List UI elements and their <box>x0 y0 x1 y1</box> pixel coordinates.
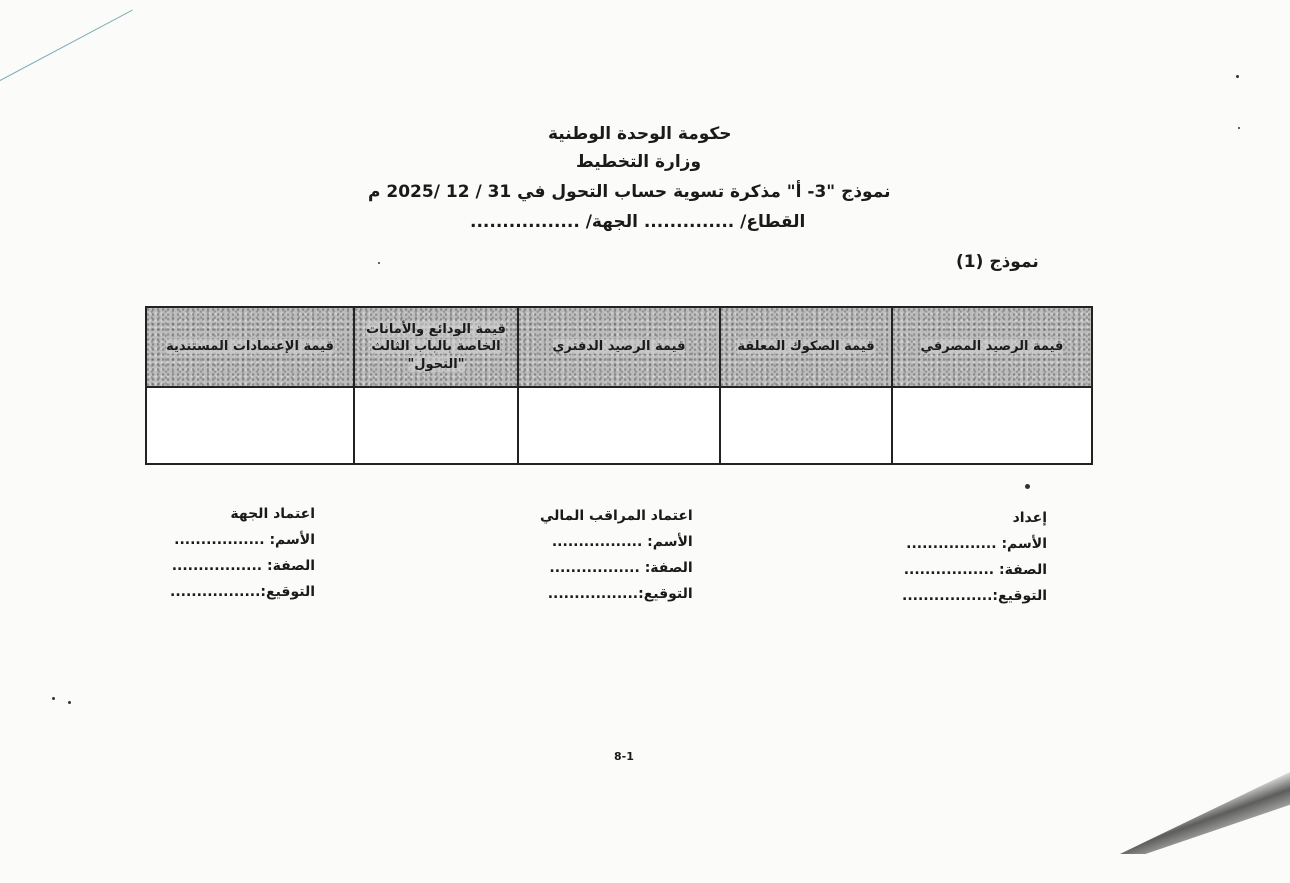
scan-speck <box>1025 484 1030 489</box>
entity-position: الصفة: ................. <box>171 558 316 574</box>
entity-signature: التوقيع:................. <box>170 584 316 600</box>
scan-smudge <box>1120 772 1290 854</box>
prepared-name: الأسم: ................. <box>906 536 1048 552</box>
reconciliation-table <box>145 306 1093 465</box>
prepared-position: الصفة: ................. <box>903 562 1048 578</box>
scan-speck <box>378 262 380 264</box>
entity-title: اعتماد الجهة <box>230 506 316 522</box>
scan-speck <box>52 697 55 700</box>
entity-name: الأسم: ................. <box>174 532 316 548</box>
table-header-row <box>146 307 1092 387</box>
header-book-balance: قيمة الرصيد الدفتري <box>518 307 720 387</box>
header-pending-checks: قيمة الصكوك المعلقة <box>720 307 892 387</box>
page-number: 8-1 <box>614 750 634 763</box>
form-number: نموذج (1) <box>956 252 1039 272</box>
sector-entity-line: القطاع/ .............. الجهة/ ................. <box>470 212 806 232</box>
scan-speck <box>1236 75 1239 78</box>
table-row <box>146 387 1092 464</box>
government-title: حكومة الوحدة الوطنية <box>548 124 732 144</box>
signature-block-entity <box>170 506 315 610</box>
financial-controller-position: الصفة: ................. <box>549 560 693 576</box>
header-deposits-trusts: قيمة الودائع والأمانات الخاصة بالباب الثالث "التحول" <box>354 307 518 387</box>
ministry-title: وزارة التخطيط <box>576 152 702 172</box>
cell-book-balance[interactable] <box>518 387 720 464</box>
cell-documentary-credits[interactable] <box>146 387 354 464</box>
signature-block-prepared <box>902 510 1047 614</box>
form-title: نموذج "3- أ" مذكرة تسوية حساب التحول في 31 / 12 /2025 م <box>368 182 891 202</box>
financial-controller-signature: التوقيع:................. <box>547 586 693 602</box>
scan-speck <box>1238 127 1240 129</box>
scan-streak <box>0 10 133 81</box>
prepared-title: إعداد <box>1012 510 1048 526</box>
prepared-signature: التوقيع:................. <box>902 588 1048 604</box>
financial-controller-name: الأسم: ................. <box>551 534 693 550</box>
scan-speck <box>68 701 71 704</box>
header-bank-balance: قيمة الرصيد المصرفي <box>892 307 1092 387</box>
header-documentary-credits: قيمة الإعتمادات المستندية <box>146 307 354 387</box>
cell-bank-balance[interactable] <box>892 387 1092 464</box>
financial-controller-title: اعتماد المراقب المالي <box>540 508 693 524</box>
signature-block-financial-controller <box>540 508 693 612</box>
cell-deposits-trusts[interactable] <box>354 387 518 464</box>
cell-pending-checks[interactable] <box>720 387 892 464</box>
